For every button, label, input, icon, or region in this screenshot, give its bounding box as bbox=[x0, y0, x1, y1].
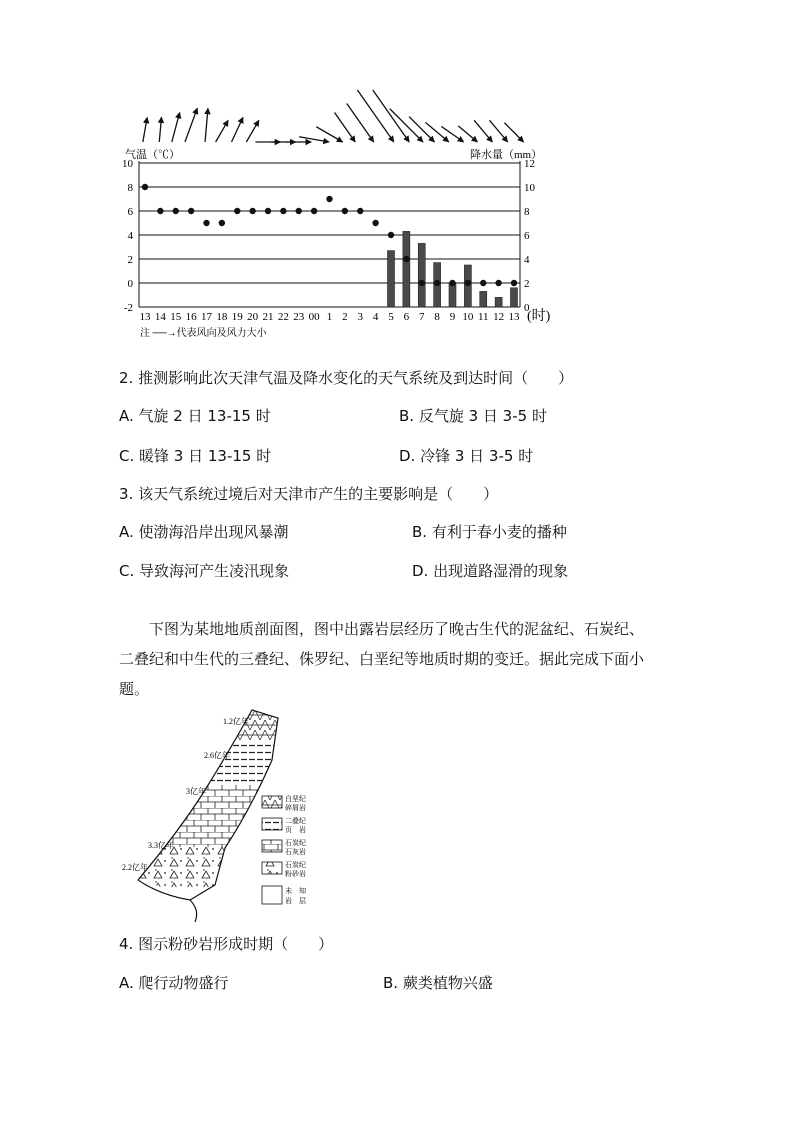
question-3-stem: 3. 该天气系统过境后对天津市产生的主要影响是（ ） bbox=[119, 485, 499, 503]
temp-tick-label: 0 bbox=[127, 278, 133, 290]
cretaceous-clastic-layer bbox=[120, 700, 320, 740]
x-tick-label: 6 bbox=[403, 311, 410, 323]
x-tick-label: 19 bbox=[231, 311, 243, 323]
q3-option-a[interactable]: A. 使渤海沿岸出现风暴潮 bbox=[119, 523, 289, 541]
x-tick-label: 3 bbox=[357, 311, 363, 323]
x-tick-label: 14 bbox=[154, 311, 166, 323]
age-label-2: 2.6亿年 bbox=[204, 751, 230, 760]
temp-point bbox=[234, 208, 240, 214]
x-tick-label: 20 bbox=[247, 311, 259, 323]
q4-option-b[interactable]: B. 蕨类植物兴盛 bbox=[383, 974, 493, 992]
wind-arrow bbox=[216, 120, 229, 142]
q2-option-a[interactable]: A. 气旋 2 日 13-15 时 bbox=[119, 407, 271, 425]
x-tick-label: 22 bbox=[277, 311, 289, 323]
x-tick-label: 15 bbox=[170, 311, 182, 323]
x-tick-label: 7 bbox=[419, 311, 425, 323]
temp-point bbox=[372, 220, 378, 226]
temp-point bbox=[173, 208, 179, 214]
legend-label-2a: 二叠纪 bbox=[285, 817, 306, 825]
legend-swatch-shale bbox=[262, 818, 282, 830]
wind-arrow bbox=[143, 117, 147, 142]
geologic-section-figure bbox=[120, 700, 340, 925]
legend-label-2b: 页 岩 bbox=[285, 826, 306, 834]
q3-option-b[interactable]: B. 有利于春小麦的播种 bbox=[412, 523, 567, 541]
question-2-stem: 2. 推测影响此次天津气温及降水变化的天气系统及到达时间（ ） bbox=[119, 369, 574, 387]
precip-tick-label: 0 bbox=[524, 302, 530, 314]
wind-arrow bbox=[316, 127, 342, 142]
precip-bar bbox=[418, 243, 425, 307]
wind-arrow bbox=[172, 113, 180, 142]
precip-bar bbox=[511, 288, 518, 307]
q2-option-b[interactable]: B. 反气旋 3 日 3-5 时 bbox=[399, 407, 547, 425]
wind-arrow bbox=[159, 117, 161, 142]
x-tick-label: 13 bbox=[139, 311, 151, 323]
wind-arrow bbox=[357, 90, 393, 142]
wind-arrow bbox=[504, 123, 523, 142]
x-tick-label: 11 bbox=[477, 311, 489, 323]
temp-tick-label: 2 bbox=[127, 254, 133, 266]
temp-tick-label: 10 bbox=[122, 158, 133, 170]
temp-point bbox=[342, 208, 348, 214]
x-tick-label: 00 bbox=[308, 311, 320, 323]
legend-swatch-clastic bbox=[262, 796, 282, 808]
precip-tick-label: 4 bbox=[524, 254, 530, 266]
legend-swatch-unknown bbox=[262, 886, 282, 904]
temp-point bbox=[403, 256, 409, 262]
legend-label-1a: 白垩纪 bbox=[285, 795, 306, 803]
x-unit-label: (时) bbox=[527, 309, 551, 324]
precip-bar bbox=[449, 283, 456, 307]
wind-arrow bbox=[425, 122, 448, 142]
permian-shale-layer bbox=[120, 740, 320, 785]
wind-arrow bbox=[299, 137, 329, 142]
temp-point bbox=[357, 208, 363, 214]
temp-point bbox=[249, 208, 255, 214]
x-tick-label: 4 bbox=[372, 311, 379, 323]
wind-legend-note: 注 ──→代表风向及风力大小 bbox=[140, 328, 267, 339]
temp-point bbox=[203, 220, 209, 226]
legend-swatch-siltstone bbox=[262, 862, 282, 874]
x-tick-label: 12 bbox=[493, 311, 505, 323]
age-label-4: 3.3亿年 bbox=[148, 841, 174, 850]
q4-option-a[interactable]: A. 爬行动物盛行 bbox=[119, 974, 229, 992]
weather-chart bbox=[0, 0, 794, 345]
temp-tick-label: -2 bbox=[123, 302, 133, 314]
temp-point bbox=[265, 208, 271, 214]
x-tick-label: 10 bbox=[462, 311, 474, 323]
age-label-3: 3亿年 bbox=[186, 787, 206, 796]
x-tick-label: 5 bbox=[388, 311, 394, 323]
x-tick-label: 21 bbox=[262, 311, 274, 323]
wind-arrow bbox=[232, 117, 243, 142]
precip-tick-label: 2 bbox=[524, 278, 530, 290]
age-label-1: 1.2亿年 bbox=[223, 717, 249, 726]
legend-label-4b: 粉砂岩 bbox=[285, 870, 306, 878]
temp-point bbox=[326, 196, 332, 202]
wind-arrow bbox=[474, 120, 492, 142]
temp-point bbox=[388, 232, 394, 238]
x-tick-label: 23 bbox=[293, 311, 305, 323]
legend-label-3b: 石灰岩 bbox=[285, 848, 306, 856]
q2-option-d[interactable]: D. 冷锋 3 日 3-5 时 bbox=[399, 447, 534, 465]
temp-point bbox=[157, 208, 163, 214]
right-axis-label: 降水量（mm） bbox=[470, 149, 543, 161]
intro-line-3: 题。 bbox=[119, 680, 150, 698]
wind-arrow bbox=[373, 90, 409, 142]
q3-option-d[interactable]: D. 出现道路湿滑的现象 bbox=[412, 562, 569, 580]
precip-bar bbox=[495, 297, 502, 307]
precip-bar bbox=[388, 251, 395, 307]
temp-tick-label: 6 bbox=[127, 206, 133, 218]
x-tick-label: 13 bbox=[508, 311, 520, 323]
q3-option-c[interactable]: C. 导致海河产生凌汛现象 bbox=[119, 562, 290, 580]
temp-point bbox=[311, 208, 317, 214]
x-tick-label: 9 bbox=[449, 311, 456, 323]
wind-arrow bbox=[335, 113, 356, 142]
temp-point bbox=[280, 208, 286, 214]
intro-paragraph bbox=[119, 614, 689, 704]
legend-label-1b: 碎屑岩 bbox=[285, 804, 306, 812]
geo-legend bbox=[262, 794, 306, 905]
temp-point bbox=[188, 208, 194, 214]
precip-tick-label: 12 bbox=[524, 158, 535, 170]
precip-bar bbox=[480, 291, 487, 307]
precip-tick-label: 6 bbox=[524, 230, 530, 242]
x-tick-label: 2 bbox=[342, 311, 348, 323]
q2-option-c[interactable]: C. 暖锋 3 日 13-15 时 bbox=[119, 447, 272, 465]
temp-point bbox=[219, 220, 225, 226]
age-label-5: 2.2亿年 bbox=[122, 863, 148, 872]
temp-tick-label: 4 bbox=[127, 230, 133, 242]
legend-label-3a: 石炭纪 bbox=[285, 839, 306, 847]
wind-arrow bbox=[409, 117, 434, 142]
wind-arrow bbox=[185, 108, 197, 142]
question-4-stem: 4. 图示粉砂岩形成时期（ ） bbox=[119, 935, 334, 953]
legend-label-5a: 未 知 bbox=[285, 887, 306, 895]
precip-bar bbox=[403, 231, 410, 307]
x-tick-label: 8 bbox=[434, 311, 440, 323]
wind-arrow bbox=[246, 120, 259, 142]
wind-arrow bbox=[205, 108, 208, 142]
precip-tick-label: 10 bbox=[524, 182, 535, 194]
legend-swatch-limestone bbox=[262, 840, 282, 852]
intro-line-2: 二叠纪和中生代的三叠纪、侏罗纪、白垩纪等地质时期的变迁。据此完成下面小 bbox=[119, 650, 645, 668]
x-tick-label: 1 bbox=[326, 311, 333, 323]
legend-label-4a: 石炭纪 bbox=[285, 861, 306, 869]
x-tick-label: 16 bbox=[185, 311, 197, 323]
legend-label-5b: 岩 层 bbox=[285, 897, 306, 905]
temp-point bbox=[142, 184, 148, 190]
x-tick-label: 18 bbox=[216, 311, 228, 323]
precip-tick-label: 8 bbox=[524, 206, 530, 218]
wind-arrow bbox=[441, 126, 463, 142]
temp-tick-label: 8 bbox=[127, 182, 133, 194]
x-tick-label: 17 bbox=[201, 311, 212, 323]
left-axis-label: 气温（℃） bbox=[125, 149, 180, 161]
intro-line-1: 下图为某地地质剖面图，图中出露岩层经历了晚古生代的泥盆纪、石炭纪、 bbox=[119, 620, 645, 638]
temp-point bbox=[296, 208, 302, 214]
